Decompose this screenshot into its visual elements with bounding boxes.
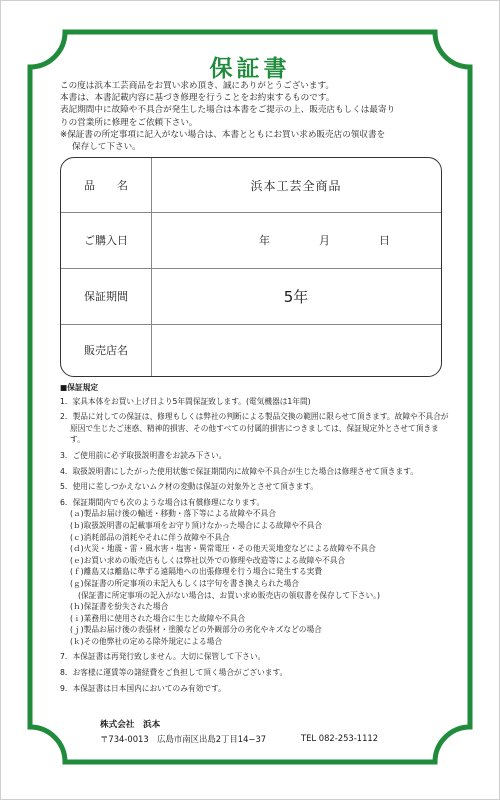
purchase-date-field[interactable] [151,212,441,268]
term-subitem: (ａ)製品お届け後の輸送・移動・落下等による故障や不具合 [70,509,276,519]
form-row-period [61,268,441,324]
term-item [60,411,452,446]
term-subitem: (ｇ)保証書の所定事項の未記入もしくは字句を書き換えられた場合 [70,578,299,588]
term-subitem: (ｉ)業務用に使用された場合に生じた故障や不具合 [70,613,246,623]
term-item: 3．ご使用前に必ず取扱説明書をお読み下さい。 [60,450,227,460]
company-address: 〒734-0013 広島市南区出島2丁目14−37 [100,734,267,744]
term-item: 5．使用に差しつかえないムク材の変動は保証の対象外とさせて頂きます。 [60,482,318,492]
year-unit: 年 [259,234,270,247]
store-field[interactable] [151,324,441,376]
company-phone: TEL 082-253-1112 [301,733,379,743]
intro-line: 本書は、本書記載内容に基づき修理を行うことをお約束するものです。 [60,93,335,104]
intro-line: 表記期間中に故障や不具合が発生した場合は本書をご提示の上、販売店もしくは最寄り [60,105,396,116]
term-item: 6．保証期間内でも次のような場合は有償修理になります。 [60,497,265,507]
intro-line: りの営業所に修理をご依頼下さい。 [60,117,198,128]
term-text: 2．製品に対しての保証は、修理もしくは弊社の判断による製品交換の範囲に限らせて頂きます。 [60,412,395,422]
product-value: 浜本工芸全商品 [250,178,342,193]
term-item: 4．取扱説明書にしたがった使用状態で保証期間内に故障や不具合が生じた場合は修理させて頂きます。 [60,466,418,476]
period-label: 保証期間 [84,290,128,303]
intro-line: ※保証書の所定事項に記入がない場合は、本書とともにお買い求め販売店の領収書を [60,129,386,140]
intro-line: この度は浜本工芸商品をお買い求め頂き、誠にありがとうございます。 [60,81,334,91]
product-label: 品 名 [84,179,128,192]
term-subitem: (ｄ)火災・地震・雷・風水害・塩害・異常電圧・その他天災地変などによる故障や不具合 [70,544,376,554]
purchase-date-label: ご購入日 [84,234,128,247]
term-subnote: (保証書に所定事項の記入がない場合は、お買い求め販売店の領収書を保存して下さい。) [78,590,380,600]
term-subitem: (ｈ)保証書を紛失された場合 [70,602,169,612]
page-title: 保証書 [209,56,291,82]
term-subitem: (ｃ)消耗部品の消耗やそれに伴う故障や不具合 [70,532,230,542]
warranty-terms [60,382,452,694]
term-text: 故障や不具合が原因で生じたご迷惑、精神的損害、その他すべての付属的損害につきましては、保証規定外とさせて頂きます。 [70,412,449,445]
form-row-purchase-date [61,212,441,268]
warranty-form [60,157,442,377]
period-value: 5年 [283,287,309,306]
term-subitem: (ｊ)製品お届け後の表張材・塗膜などの外観部分の劣化やキズなどの場合 [70,625,322,635]
form-row-product [61,158,441,212]
day-unit: 日 [379,234,390,247]
form-row-store [61,324,441,376]
term-subitem: (ｆ)離島又は離島に準ずる遠隔地への出張修理を行う場合に発生する実費 [70,567,323,577]
store-label: 販売店名 [84,344,128,357]
term-item: 7．本保証書は再発行致しません。大切に保管して下さい。 [60,652,266,662]
intro-text [60,80,448,153]
term-item: 9．本保証書は日本国内においてのみ有効です。 [60,683,226,693]
company-name: 株式会社 浜本 [100,720,161,730]
month-unit: 月 [319,234,330,247]
intro-line: 保存して下さい。 [72,142,141,153]
term-item: 8．お客様に運賃等の諸経費をご負担して頂く場合がございます。 [60,668,288,678]
term-subitem: (ｅ)お買い求めの販売店もしくは弊社以外での修理や改造等による故障や不具合 [70,555,346,565]
term-subitem: (ｂ)取扱説明書の記載事項をお守り頂けなかった場合による故障や不具合 [70,520,323,530]
terms-heading: ■保証規定 [60,383,99,392]
term-item: 1．家具本体をお買い上げ日より5年間保証致します。(電気機器は1年間) [60,396,311,406]
term-subitem: (ｋ)その他弊社の定める除外規定による場合 [70,636,223,646]
